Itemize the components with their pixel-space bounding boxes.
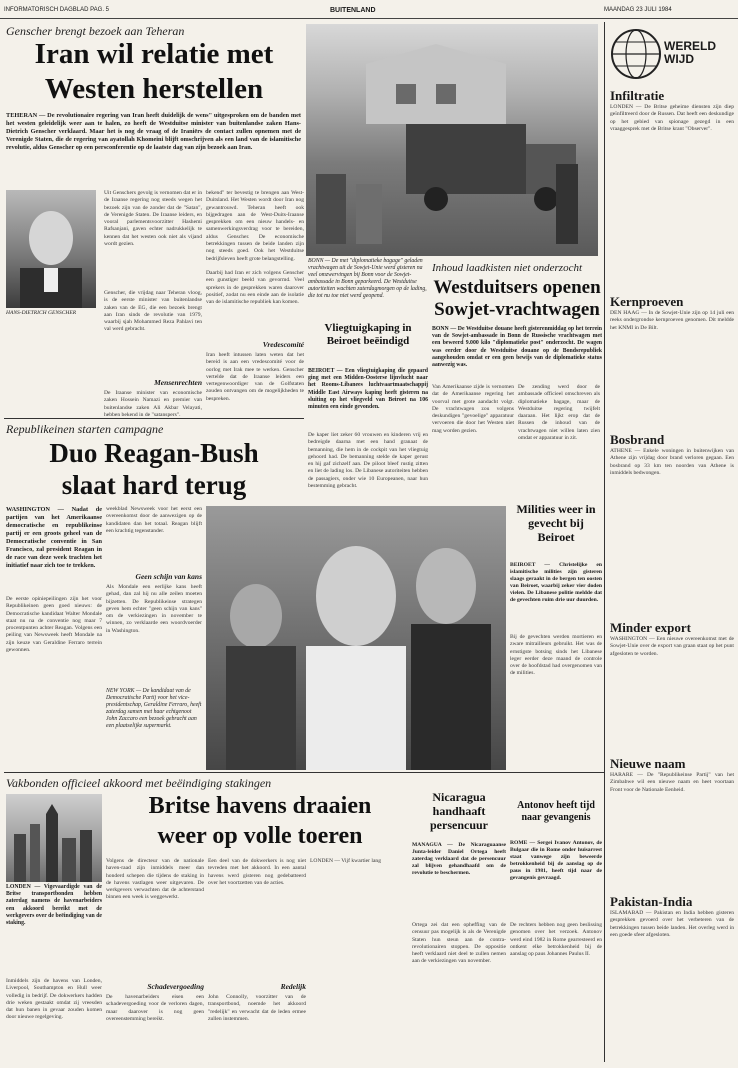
bonn-photo-caption: BONN — De met "diplomatieke bagage" geladen vrachtwagen uit de Sowjet-Unie werd gisteren na veel omzwervingen bij Bonn voor de Sowjet-ambassade in Bonn geparkeerd. De Westduitse autoriteiten wachten zaterdagmorgen op de lading, die tot nu toe niet werd geopend.	[308, 258, 427, 299]
dock-col2b: De havenarbeiders eisen een schadevergoeding voor de verloren dagen, maar daarover is nog geen overeenstemming bereikt.	[106, 994, 204, 1022]
reagan-headline-1: Duo Reagan-Bush	[49, 438, 259, 468]
reagan-lead: WASHINGTON — Nadat de partijen van het Amerikaanse democratische en republikeinse partij er een groots geheel van de Democratische conventie in San Francisco, zal president Reagan in de race van deze week trachten het initiatief naar zich toe te trekken.	[6, 506, 102, 569]
reagan-kicker: Republikeinen starten campagne	[6, 422, 164, 436]
dock-col4: LONDEN — Vijf kwartier lang	[310, 858, 382, 864]
logo-text: WERELD WIJD	[664, 39, 716, 66]
masthead-right: MAANDAG 23 JULI 1984	[604, 7, 672, 13]
dock-headline-2: weer op volle toeren	[157, 823, 363, 849]
sidebar-nieuw-head: Nieuwe naam	[610, 756, 686, 771]
beirut-lead: BEIROET — Een vliegtuigkaping die gepaard ging met een Midden-Oosterse lijnvlucht naar het Rooms-Libanees luchtvaartmaatschappij Middle East Airways kaping heeft gisteren na sluiting op het vliegveld van Beiroet na 106 minuten een einde gevonden.	[308, 368, 428, 411]
crowd-scene-icon	[206, 506, 506, 770]
sidebar-bosbrand-body: ATHENE — Enkele woningen in buitenwijken van Athene zijn vrijdag door brand verloren gegaan. Een bosbrand op 33 km ten noorden van Athene is inmiddels bedwongen.	[610, 448, 734, 476]
genscher-caption: HANS-DIETRICH GENSCHER	[6, 310, 77, 316]
dock-col1: Inmiddels zijn de havens van Londen, Liverpool, Southampton en Hull weer volledig in bedrijf. De dokwerkers hadden drie weken gestaakt omdat zij vreesden dat hun banen in gevaar zouden komen door nieuwe regelgeving.	[6, 978, 102, 1021]
soviet-col1: Van Amerikaanse zijde is vernomen dat de Amerikaanse regering het voorval met grote aandacht volgt. De vrachtwagen zou volgens deskundigen "gevoelige" apparatuur vervoeren die door het Westen niet mag worden gezien.	[432, 384, 514, 434]
sidebar-rule	[604, 22, 605, 1062]
sidebar-kernproeven-head: Kernproeven	[610, 294, 684, 309]
sidebar-infiltratie-body: LONDEN — De Britse geheime diensten zijn diep geïnfiltreerd door de Russen. Dat heeft een deskundige op het gebied van spionage gezegd in een vraaggesprek met de Britse krant "Observer".	[610, 104, 734, 132]
sidebar-pakistan-head: Pakistan-India	[610, 894, 693, 909]
masthead-left: INFORMATORISCH DAGBLAD PAG. 5	[4, 7, 110, 13]
iran-col2b: Daarbij had Iran er zich volgens Genscher een gunstiger beeld van gevormd. Veel sprekers in de gesprekken waren daarover positief, zodat nu een einde aan de isolatie van de islamitische republiek kan komen.	[206, 270, 304, 306]
militia-body: Bij de gevechten werden mortieren en zware mitrailleurs gebruikt. Het was de ernstigste botsing sinds het Libanese leger eerder deze maand de controle over de hoofdstad had overgenomen van de milities.	[510, 634, 602, 677]
reagan-col1: De eerste opiniepeilingen zijn het voor Republikeinen geen goed nieuws: de Democratische kandidaat Walter Mondale staat nu na de conventie nog maar 7 procentpunten achter Reagan. Volgens een peiling van Newsweek heeft Mondale na zijn keuze van Geraldine Ferraro terrein gewonnen.	[6, 596, 102, 654]
dock-sub-schade: Schadevergoeding	[147, 982, 204, 991]
truck-scene-icon	[306, 24, 598, 256]
portrait-icon	[6, 190, 96, 308]
sidebar-infiltratie-head: Infiltratie	[610, 88, 665, 103]
masthead-center: BUITENLAND	[330, 7, 376, 14]
reagan-sub: Geen schijn van kans	[135, 572, 202, 581]
soviet-headline-2: Sowjet-vrachtwagen	[434, 299, 600, 320]
dock-sub-redelijk: Redelijk	[280, 982, 306, 991]
london-photo	[6, 794, 102, 882]
antonov-headline: Antonov heeft tijd naar gevangenis	[517, 800, 595, 823]
genscher-photo	[6, 190, 96, 308]
beirut-body: De kaper liet zeker 60 vrouwen en kinderen vrij en bedreigde daarna met een hand granaat de bemanning, die hem in de cockpit van het vliegtuig gehoord had. De bemanning stelde de kaper gerust en hij gaf zichzelf aan. De piloot bleef rustig zitten en liet de lading los. De Libanese autoriteiten hebben de passagiers, onder wie 10 Europeanen, naar hun bestemming gebracht.	[308, 432, 428, 490]
reagan-headline-2: slaat hard terug	[61, 470, 247, 500]
iran-sub-mensenrechten: Mensenrechten	[154, 378, 202, 387]
antonov-lead: ROME — Sergei Ivanov Antonov, de Bulgaar die in Rome onder huisarrest staat vanwege zijn beweerde betrokkenheid bij de aanslag op de paus in 1981, heeft tijd naar de gevangenis gevraagd.	[510, 840, 602, 881]
dock-lead: LONDEN — Vigevaardigde van de Britse transportbonden hebben zaterdag namens de havenarbeiders een akkoord bereikt met de werkgevers over de beëindiging van de staking.	[6, 884, 102, 927]
reagan-col2: weekblad Newsweek voor het eerst een overeenkomst door de aanwezigen op de kandidaten dan het totaal. Reagan blijft een krachtig tegenstander.	[106, 506, 202, 534]
rule-dock	[4, 772, 604, 773]
militia-lead: BEIROET — Christelijke en islamitische milities zijn gisteren slaags geraakt in de bergen ten oosten van Beiroet, waarbij zeker vier doden vielen. De Libanese politie meldde dat de gevechten ruim drie uur duurden.	[510, 562, 602, 603]
dock-headline-1: Britse havens draaien	[148, 793, 372, 819]
reagan-col2b: Als Mondale een eerlijke kans heeft gehad, dan zal hij nu alle zeilen moeten bijzetten. De Republikeinse strategen geven hem echter "geen schijn van kans" om de verkiezingen in november te winnen, zo verklaarde een woordvoerder in Washington.	[106, 584, 202, 634]
dock-kicker: Vakbonden officieel akkoord met beëindiging stakingen	[6, 776, 272, 790]
sidebar-nieuw-body: HARARE — De "Republikeinse Partij" van het Zimbabwe wil een nieuwe naam en heet voortaan Front voor de Nationale Eenheid.	[610, 772, 734, 793]
masthead	[0, 4, 738, 19]
wereld-wijd-logo	[610, 26, 734, 84]
soviet-lead: BONN — De Westduitse douane heeft gisterenmiddag op het terrein van de Sowjet-ambassade in Bonn de Russische vrachtwagen met een beweerd 9.000 kilo "diplomatieke post" onderzocht. De wagen was eerder door de Westduitse douane op de Bondsrepubliek aangehouden omdat er een geen bewijs van de diplomatieke status aanwezig was.	[432, 326, 602, 369]
bonn-truck-photo	[306, 24, 598, 256]
iran-col1c: De Iraanse minister van economische zaken Hossein Namazi en premier van buitenlandse zaken Ali Akbar Velayati, hebben bekend in de "satanspers".	[104, 390, 202, 418]
iran-col1b: Genscher, die vrijdag naar Teheran vloog, is de eerste minister van buitenlandse zaken van de EG, die een bezoek brengt aan Iran sinds de revolutie van 1979, waarbij sjah Mohammed Reza Pahlavi ten val werd gebracht.	[104, 290, 202, 333]
rule-reagan	[4, 418, 304, 419]
managua-headline: Nicaragua handhaaft persencuur	[430, 790, 488, 832]
skyline-icon	[6, 794, 102, 882]
ferraro-caption: NEW YORK — De kandidaat van de Democratische Partij voor het vice-presidentschap, Geraldine Ferraro, heeft zaterdag samen met haar echtgenoot John Zaccaro een bezoek gebracht aan een plaatselijke supermarkt.	[106, 688, 202, 729]
sidebar-kernproeven-body: DEN HAAG — In de Sowjet-Unie zijn op 14 juli een reeks ondergrondse kernproeven genomen. Dit meldde het KNMI in De Bilt.	[610, 310, 734, 331]
iran-col2: bekend" ter bevestig te brengen aan West-Duitsland. Het Westen wordt door Iran nog gewantrouwd. Teheran heeft ook bijgedragen aan de West-Duits-Iraanse gesprekken om een nieuw handels- en samenwerkingsverdrag voor te bereiden, aldus Genscher. De economische betrekkingen tussen de beide landen zijn nog steeds goed. Ook het Westduitse bedrijfsleven heeft grote belangstelling.	[206, 190, 304, 262]
iran-col1: Uit Genschers gevolg is vernomen dat er in de Iraanse regering nog steeds wegen het bezoek zijn van de zonder dat de "Satan", de Verenigde Staten. De Iraanse leiders, en vooral parlementsvoorzitter Hashemi Rafsanjani, gaven echter nadrukkelijk te kennen dat het westen ook niet als vijand wordt gezien.	[104, 190, 202, 248]
iran-headline-1: Iran wil relatie met	[34, 38, 274, 70]
sidebar-pakistan-body: ISLAMABAD — Pakistan en India hebben gisteren gesprekken gevoerd over het verbeteren van de betrekkingen tussen beide landen. Het overleg werd in een goede sfeer afgesloten.	[610, 910, 734, 938]
soviet-col2: De zending werd door de ambassade officieel omschreven als diplomatieke bagage, maar de Westduitse regering twijfelt daaraan. Het lijkt erop dat de Russen de inhoud van de vrachtwagen niet willen laten zien omdat er apparatuur in zit.	[518, 384, 600, 442]
iran-col2c: Iran heeft intussen laten weten dat het bereid is aan een vredescomité voor de oorlog met Irak mee te werken. Genscher vertelde dat de Iraanse leiders een vertegenwoordiger van de Golfstaten zouden ontvangen om de mogelijkheden te bespreken.	[206, 352, 304, 402]
sidebar-minder-head: Minder export	[610, 620, 691, 635]
iran-lead: TEHERAN — De revolutionaire regering van Iran heeft duidelijk de wens" uitgesproken om de banden met het westen geleidelijk weer aan te halen, zo heeft de Westduitse minister van buitenlandse zaken Hans-Dietrich Genscher verklaard. Maar het is nog de vraag of de Iraniërs de contact zullen opnemen met de Verenigde Staten, die de regering van ayatollah Khomeini blijft omschrijven als een land van de islamitische revolutie, aldus Genscher op een persconferentie op de laatste dag van zijn bezoek aan Iran.	[6, 112, 301, 151]
dock-col3: Een deel van de dokwerkers is nog niet tevreden met het akkoord. In een aantal havens werd gisteren nog gedebatteerd over het voortzetten van de acties.	[208, 858, 306, 886]
managua-lead: MANAGUA — De Nicaraguaanse Junta-leider Daniel Ortega heeft zaterdag verklaard dat de persencuur zal blijven gehandhaafd om de revolutie te beschermen.	[412, 842, 506, 876]
beirut-headline: Vliegtuigkaping in Beiroet beëindigd	[324, 322, 412, 347]
soviet-headline-1: Westduitsers openen	[433, 277, 601, 298]
managua-body: Ortega zei dat een opheffing van de censuur pas mogelijk is als de Verenigde Staten hun steun aan de contra-revolutionairen stoppen. De oppositie heeft verklaard niet deel te zullen nemen aan de verkiezingen van november.	[412, 922, 506, 965]
militia-headline: Milities weer in gevecht bij Beiroet	[516, 502, 596, 544]
dock-col3b: John Connolly, voorzitter van de transportbond, noemde het akkoord "redelijk" en verwacht dat de leden ermee zullen instemmen.	[208, 994, 306, 1022]
iran-sub-vredescomite: Vredescomité	[262, 340, 304, 349]
sidebar-minder-body: WASHINGTON — Een nieuwe overeenkomst met de Sowjet-Unie over de export van graan staat op het punt afgesloten te worden.	[610, 636, 734, 657]
iran-headline-2: Westen herstellen	[44, 73, 264, 105]
soviet-kicker: Inhoud laadkisten niet onderzocht	[432, 262, 583, 274]
sidebar-bosbrand-head: Bosbrand	[610, 432, 665, 447]
ferraro-photo	[206, 506, 506, 770]
iran-kicker: Genscher brengt bezoek aan Teheran	[6, 24, 185, 38]
antonov-body: De rechters hebben nog geen beslissing genomen over het verzoek. Antonov werd eind 1982 in Rome gearresteerd en ontkent elke betrokkenheid bij de aanslag op paus Johannes Paulus II.	[510, 922, 602, 958]
dock-col2: Volgens de directeur van de nationale haven-raad zijn inmiddels meer dan honderd schepen die tijdens de staking in de havens vastlagen weer uitgevaren. De werkgevers verwachten dat de achterstand binnen een week is weggewerkt.	[106, 858, 204, 901]
